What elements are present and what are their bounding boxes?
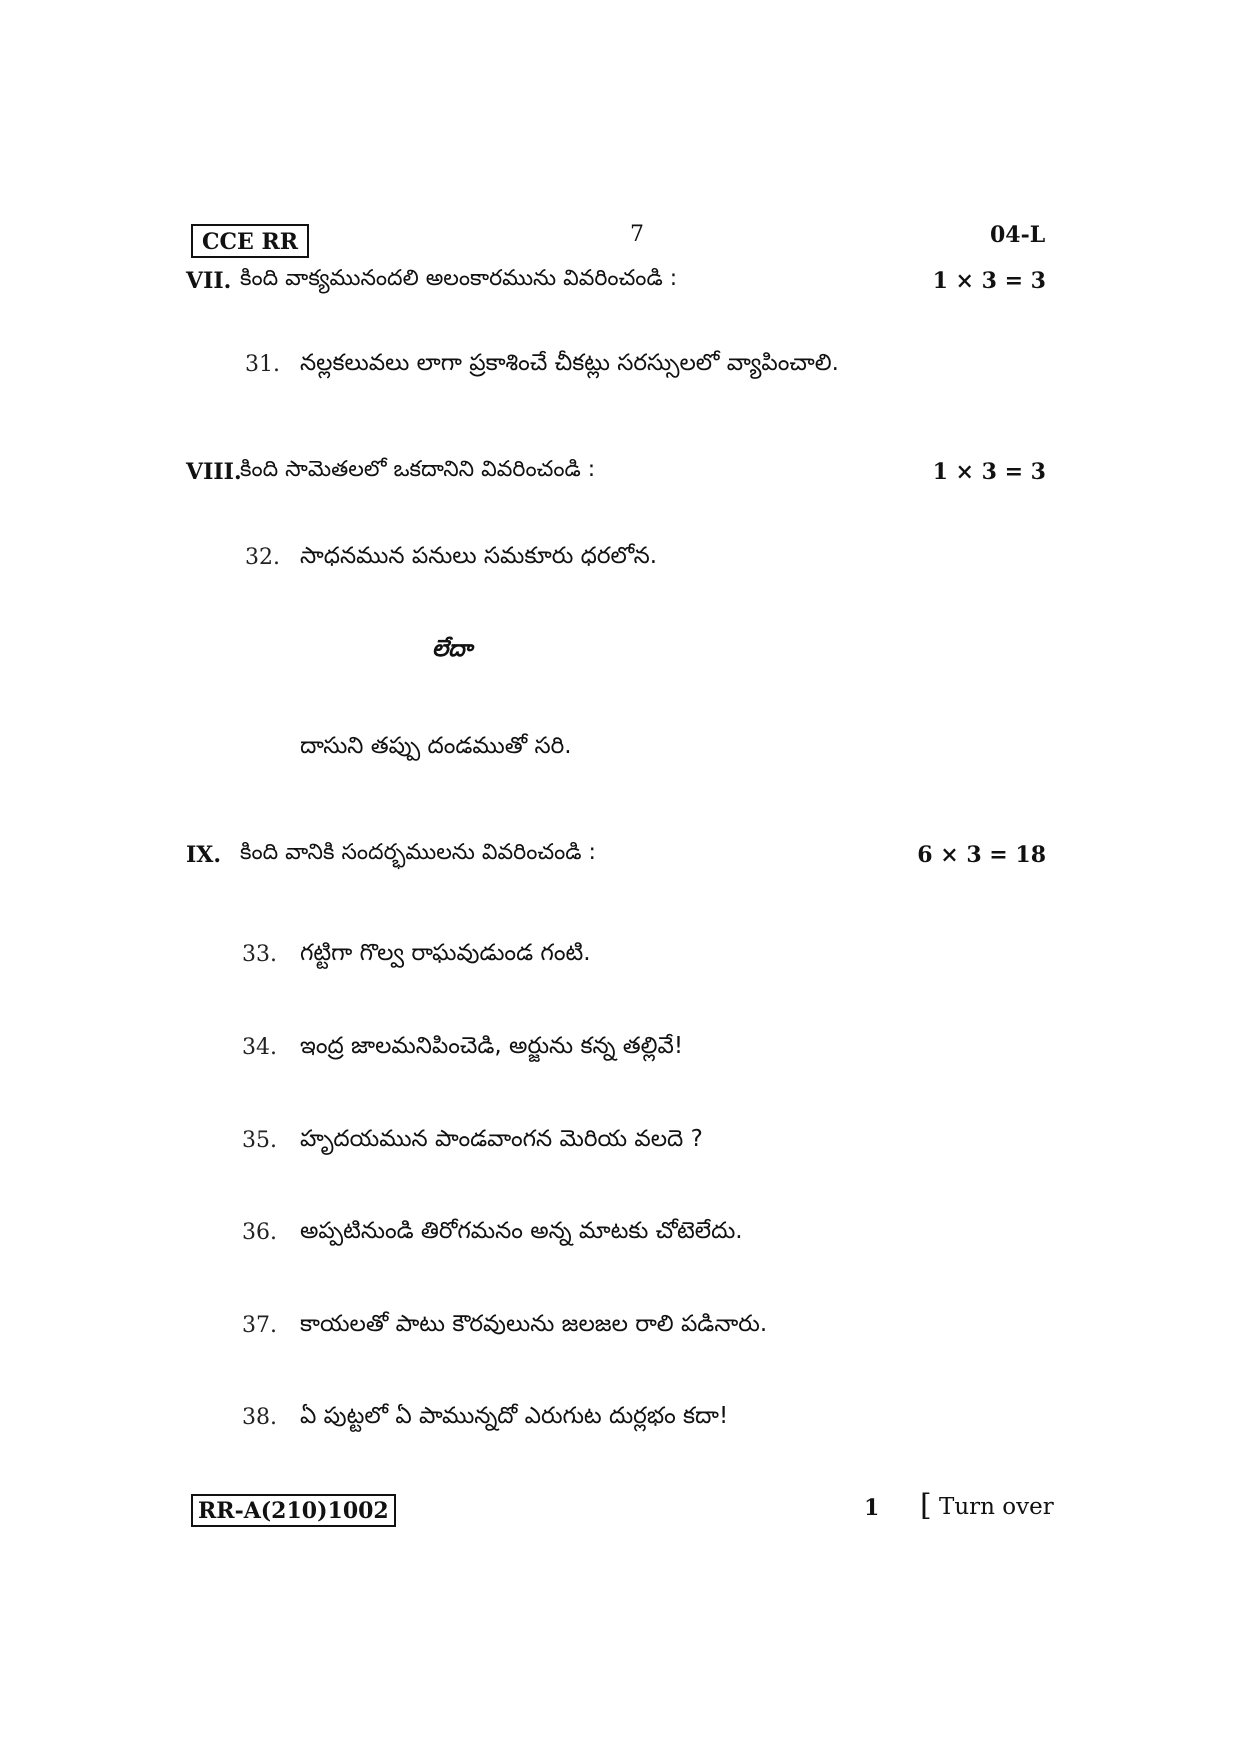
sheet-number: 1 xyxy=(864,1495,880,1521)
question-text-33: గట్టిగా గొల్వ రాఘవుడుండ గంటి. xyxy=(300,940,591,966)
section-number-ix: IX. xyxy=(186,842,222,868)
question-text-31: నల్లకలువలు లాగా ప్రకాశించే చీకట్లు సరస్సులలో వ్యాపించాలి. xyxy=(300,350,839,376)
question-number-31: 31. xyxy=(245,352,280,377)
question-number-34: 34. xyxy=(242,1035,277,1060)
question-number-36: 36. xyxy=(242,1220,277,1245)
footer-code-box: RR-A(210)1002 xyxy=(191,1494,396,1527)
question-text-36: అప్పటినుండి తిరోగమనం అన్న మాటకు చోటెలేదు. xyxy=(300,1218,743,1244)
section-instruction-ix: కింది వానికి సందర్భములను వివరించండి : xyxy=(240,840,596,865)
section-instruction-vii: కింది వాక్యమునందలి అలంకారమును వివరించండి : xyxy=(240,266,678,291)
question-text-37: కాయలతో పాటు కౌరవులును జలజల రాలి పడినారు. xyxy=(300,1311,768,1337)
question-text-34: ఇంద్ర జాలమనిపించెడి, అర్జును కన్న తల్లివే! xyxy=(300,1033,684,1059)
question-number-38: 38. xyxy=(242,1405,277,1430)
question-text-38: ఏ పుట్టలో ఏ పామున్నదో ఎరుగుట దుర్లభం కదా! xyxy=(300,1403,729,1429)
section-marks-viii: 1 × 3 = 3 xyxy=(932,459,1046,485)
section-marks-ix: 6 × 3 = 18 xyxy=(917,842,1046,868)
section-instruction-viii: కింది సామెతలలో ఒకదానిని వివరించండి : xyxy=(240,457,596,482)
alternate-proverb-text: దాసుని తప్పు దండముతో సరి. xyxy=(300,733,572,759)
page-number: 7 xyxy=(630,222,644,247)
question-number-33: 33. xyxy=(242,942,277,967)
paper-code: 04-L xyxy=(990,222,1046,248)
section-marks-vii: 1 × 3 = 3 xyxy=(932,268,1046,294)
question-text-32: సాధనమున పనులు సమకూరు ధరలోన. xyxy=(300,543,658,569)
question-number-35: 35. xyxy=(242,1128,277,1153)
turn-over-label: Turn over xyxy=(939,1494,1054,1520)
question-number-32: 32. xyxy=(245,545,280,570)
header-code-box: CCE RR xyxy=(191,224,309,258)
turn-over-bracket: [ xyxy=(920,1488,932,1523)
section-number-viii: VIII. xyxy=(186,459,242,485)
question-number-37: 37. xyxy=(242,1313,277,1338)
or-label: లేదా xyxy=(432,636,473,662)
question-text-35: హృదయమున పాండవాంగన మెరియ వలదె ? xyxy=(300,1126,703,1152)
section-number-vii: VII. xyxy=(186,268,232,294)
